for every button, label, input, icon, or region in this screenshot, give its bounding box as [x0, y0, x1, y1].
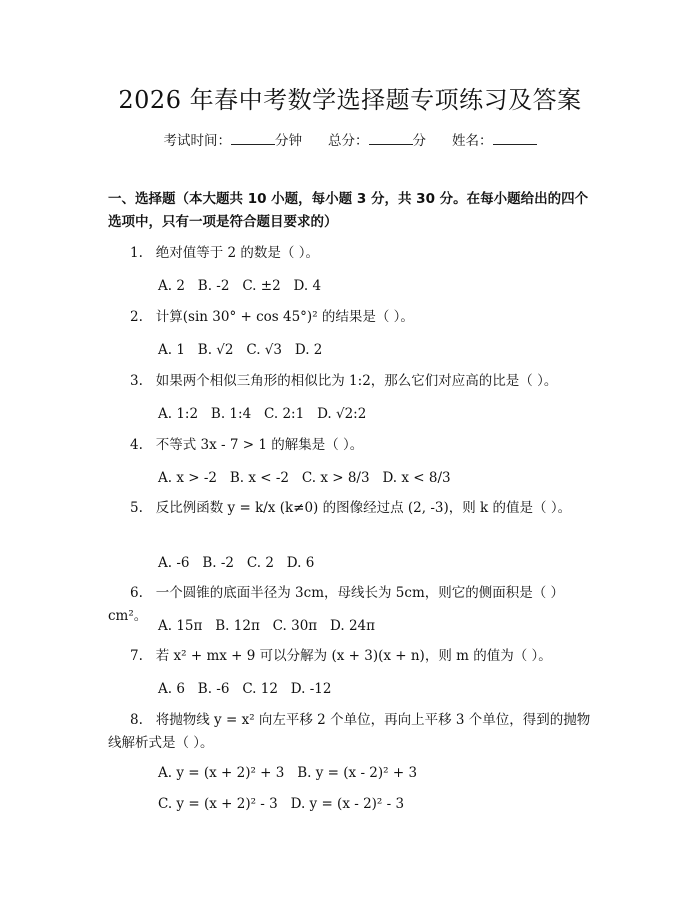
question-6-options: A. 15π B. 12π C. 30π D. 24π — [158, 618, 376, 634]
question-text: 计算(sin 30° + cos 45°)² 的结果是（ ）。 — [155, 309, 414, 325]
question-text: 反比例函数 y = k/x (k≠0) 的图像经过点 (2, -3)，则 k 的值是（ ）。 — [155, 500, 572, 516]
question-2-options: A. 1 B. √2 C. √3 D. 2 — [158, 342, 323, 358]
time-label: 考试时间： — [163, 133, 231, 149]
score-unit: 分 — [412, 133, 426, 149]
question-number: 5. — [130, 500, 143, 516]
question-3 — [108, 370, 598, 393]
score-blank — [369, 130, 413, 145]
page-title: 2026 年春中考数学选择题专项练习及答案 — [118, 86, 582, 114]
time-blank — [231, 130, 275, 145]
question-7 — [108, 645, 598, 668]
question-1 — [108, 242, 598, 265]
question-3-options: A. 1:2 B. 1:4 C. 2:1 D. √2:2 — [158, 406, 367, 422]
question-8-options-row-1: A. y = (x + 2)² + 3 B. y = (x - 2)² + 3 — [158, 765, 418, 781]
question-5 — [108, 497, 598, 520]
question-8 — [108, 709, 598, 755]
question-number: 8. — [130, 712, 143, 728]
score-label: 总分： — [328, 133, 369, 149]
question-4 — [108, 434, 598, 457]
question-text: 如果两个相似三角形的相似比为 1:2，那么它们对应高的比是（ ）。 — [155, 373, 558, 389]
name-label: 姓名： — [452, 133, 493, 149]
question-number: 2. — [130, 309, 143, 325]
question-4-options: A. x > -2 B. x < -2 C. x > 8/3 D. x < 8/3 — [158, 470, 451, 486]
question-5-options: A. -6 B. -2 C. 2 D. 6 — [158, 555, 315, 571]
name-blank — [493, 130, 537, 145]
question-text: 一个圆锥的底面半径为 3cm，母线长为 5cm，则它的侧面积是（ ）cm²。 — [108, 585, 565, 624]
question-text: 不等式 3x - 7 > 1 的解集是（ ）。 — [155, 437, 364, 453]
question-text: 将抛物线 y = x² 向左平移 2 个单位，再向上平移 3 个单位，得到的抛物线解析式是（ ）。 — [108, 712, 591, 751]
question-number: 4. — [130, 437, 143, 453]
question-text: 若 x² + mx + 9 可以分解为 (x + 3)(x + n)，则 m 的值为（ ）。 — [155, 648, 552, 664]
question-number: 7. — [130, 648, 143, 664]
question-8-options-row-2: C. y = (x + 2)² - 3 D. y = (x - 2)² - 3 — [158, 796, 405, 812]
question-number: 1. — [130, 245, 143, 261]
section-heading: 一、选择题（本大题共 10 小题，每小题 3 分，共 30 分。在每小题给出的四个选项中，只有一项是符合题目要求的） — [108, 191, 589, 230]
question-text: 绝对值等于 2 的数是（ ）。 — [155, 245, 319, 261]
time-unit: 分钟 — [275, 133, 302, 149]
question-2 — [108, 306, 598, 329]
question-number: 6. — [130, 585, 143, 601]
exam-info-line — [0, 130, 700, 152]
question-1-options: A. 2 B. -2 C. ±2 D. 4 — [158, 278, 322, 294]
question-7-options: A. 6 B. -6 C. 12 D. -12 — [158, 681, 332, 697]
question-number: 3. — [130, 373, 143, 389]
